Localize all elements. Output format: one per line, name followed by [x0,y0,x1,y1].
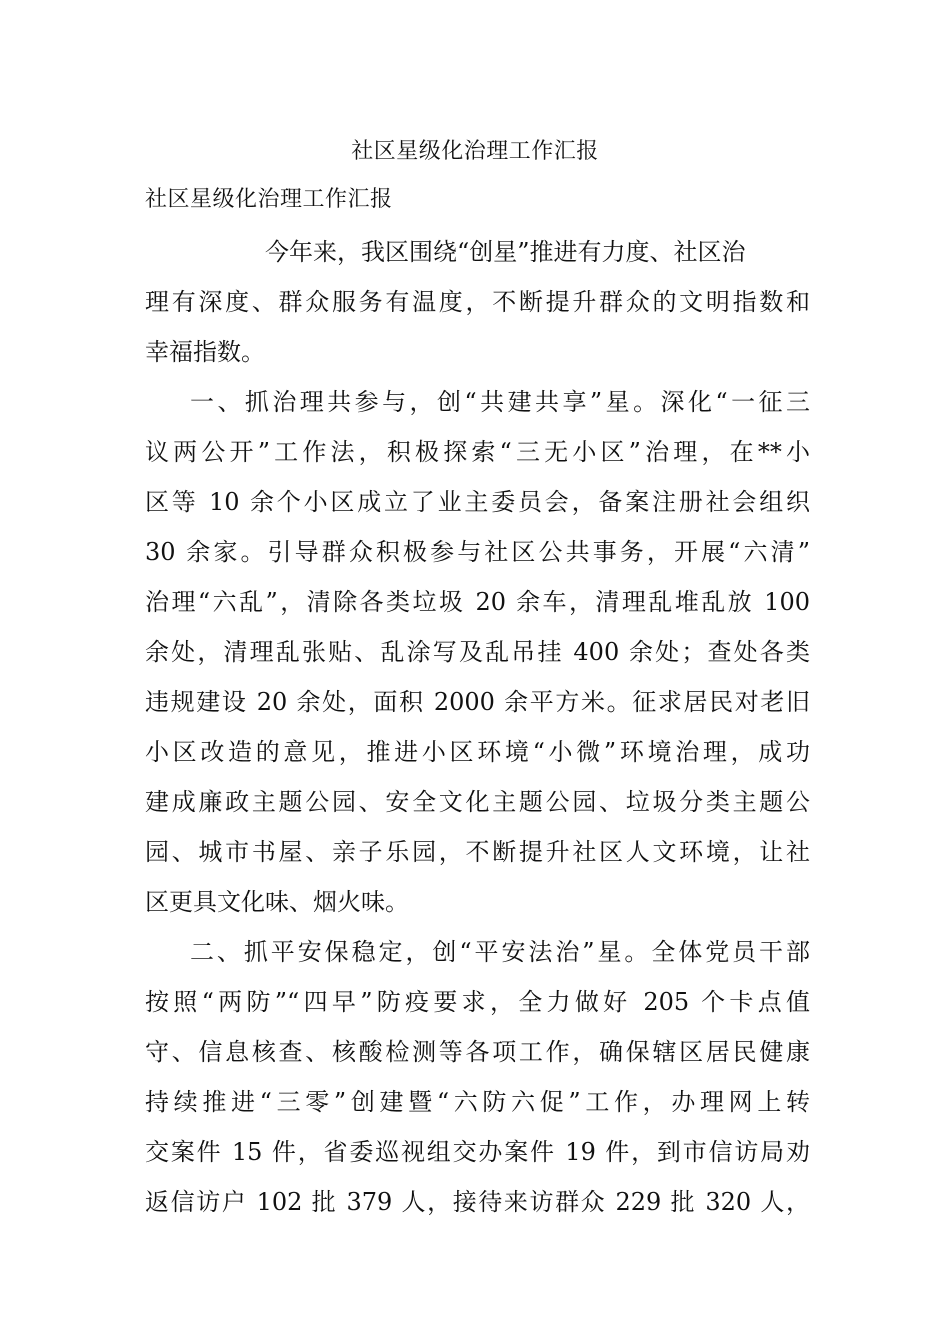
paragraph-two-line-5: 交案件 15 件，省委巡视组交办案件 19 件，到市信访局劝 [145,1138,810,1166]
paragraph-one-line-1: 一、抓治理共参与，创“共建共享”星。深化“一征三 [190,388,810,416]
paragraph-one-line-6: 余处，清理乱张贴、乱涂写及乱吊挂 400 余处；查处各类 [145,638,810,666]
paragraph-one-line-8: 小区改造的意见，推进小区环境“小微”环境治理，成功 [145,738,810,766]
paragraph-one-line-7: 违规建设 20 余处，面积 2000 余平方米。征求居民对老旧 [145,688,810,716]
paragraph-one-line-2: 议两公开”工作法，积极探索“三无小区”治理，在**小 [145,438,810,466]
paragraph-one-line-10: 园、城市书屋、亲子乐园，不断提升社区人文环境，让社 [145,838,810,866]
paragraph-intro-line-2: 理有深度、群众服务有温度，不断提升群众的文明指数和 [145,288,810,316]
paragraph-one-line-11: 区更具文化味、烟火味。 [145,888,409,916]
paragraph-two-line-4: 持续推进“三零”创建暨“六防六促”工作，办理网上转 [145,1088,810,1116]
paragraph-two-line-2: 按照“两防”“四早”防疫要求，全力做好 205 个卡点值 [145,988,810,1016]
document-subtitle: 社区星级化治理工作汇报 [145,187,393,212]
paragraph-two-line-1: 二、抓平安保稳定，创“平安法治”星。全体党员干部 [190,938,810,966]
paragraph-two-line-3: 守、信息核查、核酸检测等各项工作，确保辖区居民健康 [145,1038,810,1066]
document-title: 社区星级化治理工作汇报 [351,139,599,164]
paragraph-two-line-6: 返信访户 102 批 379 人，接待来访群众 229 批 320 人， [145,1188,810,1216]
paragraph-one-line-3: 区等 10 余个小区成立了业主委员会，备案注册社会组织 [145,488,810,516]
paragraph-one-line-9: 建成廉政主题公园、安全文化主题公园、垃圾分类主题公 [145,788,810,816]
paragraph-one-line-5: 治理“六乱”，清除各类垃圾 20 余车，清理乱堆乱放 100 [145,588,810,616]
paragraph-one-line-4: 30 余家。引导群众积极参与社区公共事务，开展“六清” [145,538,810,566]
paragraph-intro-line-3: 幸福指数。 [145,338,265,366]
paragraph-intro-line-1: 今年来，我区围绕“创星”推进有力度、社区治 [265,238,746,266]
